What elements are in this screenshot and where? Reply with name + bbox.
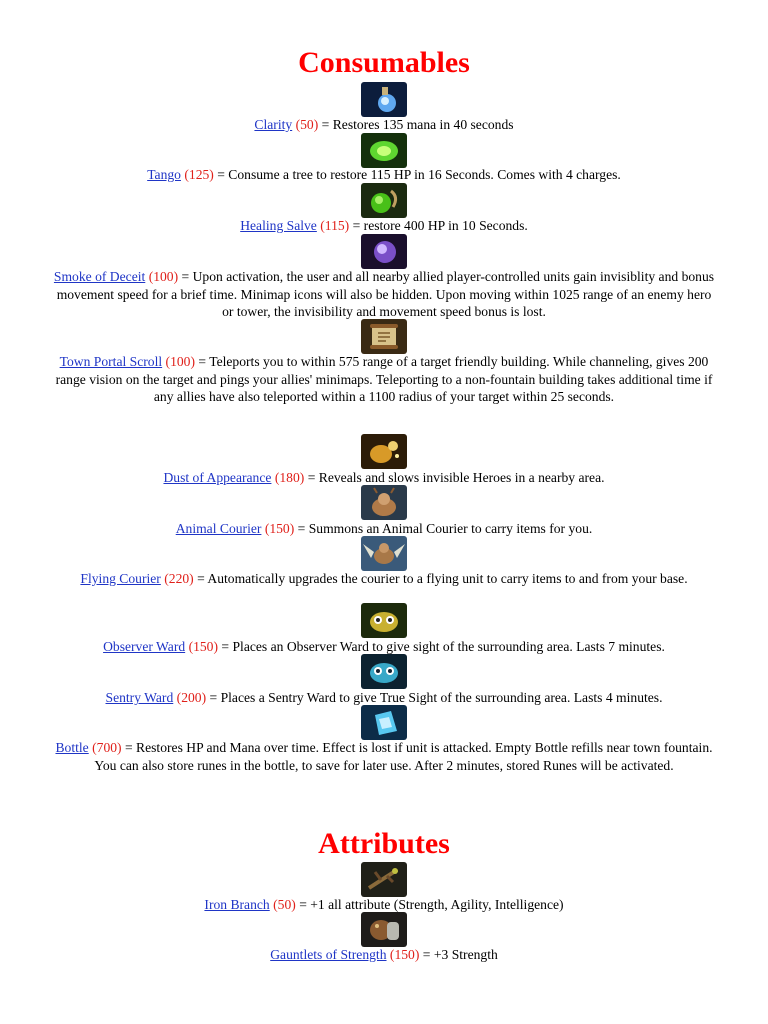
item-cost: (700) bbox=[92, 740, 122, 755]
item-link-animal-courier[interactable]: Animal Courier bbox=[175, 521, 262, 536]
iron-branch-icon bbox=[361, 862, 407, 897]
item-effect: = Teleports you to within 575 range of a target friendly building. While channeling, gives 200 range vision on the target and pings your allies' minimaps. Teleporting to a non-fountain building takes additional time if any allies have also teleported within a 1100 radius of your target within 25 seconds. bbox=[55, 354, 713, 405]
item-cost: (100) bbox=[165, 354, 195, 369]
item-link-dust-of-appearance[interactable]: Dust of Appearance bbox=[163, 470, 272, 485]
item-link-smoke-of-deceit[interactable]: Smoke of Deceit bbox=[53, 269, 146, 284]
item-link-healing-salve[interactable]: Healing Salve bbox=[240, 218, 317, 233]
item-effect: = Automatically upgrades the courier to a flying unit to carry items to and from your base. bbox=[193, 571, 688, 586]
town-portal-scroll-icon bbox=[361, 319, 407, 354]
item-link-tango[interactable]: Tango bbox=[147, 167, 181, 182]
item-cost: (220) bbox=[164, 571, 194, 586]
item-cost: (150) bbox=[188, 639, 219, 654]
item-description bbox=[52, 689, 716, 707]
item-description bbox=[52, 353, 716, 406]
item-effect: = Reveals and slows invisible Heroes in a nearby area. bbox=[304, 470, 605, 485]
item-cost: (150) bbox=[264, 521, 295, 536]
item-cost: (150) bbox=[389, 947, 420, 962]
item-effect: = +1 all attribute (Strength, Agility, Intelligence) bbox=[295, 897, 564, 912]
item-effect: = Places a Sentry Ward to give True Sight of the surrounding area. Lasts 4 minutes. bbox=[206, 690, 663, 705]
item-cost: (50) bbox=[273, 897, 296, 912]
item-link-sentry-ward[interactable]: Sentry Ward bbox=[105, 690, 174, 705]
item-description bbox=[52, 896, 716, 914]
item-effect: = Upon activation, the user and all nearby allied player-controlled units gain invisiblity and bonus movement speed for a brief time. Minimap icons will also be hidden. Upon moving within 1025 range of an enemy hero or tower, the invisibility and movement speed bonus is lost. bbox=[56, 269, 715, 320]
section-heading-attributes: Attributes bbox=[318, 827, 450, 860]
item-description bbox=[52, 166, 716, 184]
item-link-observer-ward[interactable]: Observer Ward bbox=[103, 639, 186, 654]
tango-icon bbox=[361, 133, 407, 168]
dust-of-appearance-icon bbox=[361, 434, 407, 469]
item-effect: = Restores 135 mana in 40 seconds bbox=[318, 117, 514, 132]
item-link-iron-branch[interactable]: Iron Branch bbox=[204, 897, 270, 912]
flying-courier-icon bbox=[361, 536, 407, 571]
item-effect: = Restores HP and Mana over time. Effect is lost if unit is attacked. Empty Bottle refills near town fountain. You can also store runes in the bottle, to save for later use. After 2 minutes, stored Runes will be activated. bbox=[94, 740, 713, 773]
gauntlets-of-strength-icon bbox=[361, 912, 407, 947]
item-description bbox=[52, 638, 716, 656]
item-description bbox=[52, 469, 716, 487]
animal-courier-icon bbox=[361, 485, 407, 520]
smoke-of-deceit-icon bbox=[361, 234, 407, 269]
item-link-town-portal-scroll[interactable]: Town Portal Scroll bbox=[59, 354, 163, 369]
item-link-gauntlets-of-strength[interactable]: Gauntlets of Strength bbox=[270, 947, 387, 962]
section-heading-consumables: Consumables bbox=[298, 46, 470, 79]
item-description bbox=[52, 739, 716, 774]
item-effect: = Consume a tree to restore 115 HP in 16 Seconds. Comes with 4 charges. bbox=[213, 167, 621, 182]
item-cost: (100) bbox=[148, 269, 179, 284]
item-cost: (200) bbox=[176, 690, 207, 705]
item-description bbox=[52, 268, 716, 321]
item-cost: (180) bbox=[274, 470, 305, 485]
clarity-potion-icon bbox=[361, 82, 407, 117]
item-effect: = Summons an Animal Courier to carry items for you. bbox=[294, 521, 593, 536]
sentry-ward-icon bbox=[361, 654, 407, 689]
item-link-clarity[interactable]: Clarity bbox=[254, 117, 293, 132]
item-description bbox=[52, 520, 716, 538]
item-cost: (50) bbox=[295, 117, 319, 132]
item-description bbox=[52, 570, 716, 588]
item-description bbox=[52, 946, 716, 964]
item-link-flying-courier[interactable]: Flying Courier bbox=[80, 571, 161, 586]
healing-salve-icon bbox=[361, 183, 407, 218]
item-effect: = restore 400 HP in 10 Seconds. bbox=[349, 218, 528, 233]
item-effect: = +3 Strength bbox=[419, 947, 498, 962]
item-link-bottle[interactable]: Bottle bbox=[55, 740, 89, 755]
item-description bbox=[52, 116, 716, 134]
item-effect: = Places an Observer Ward to give sight of the surrounding area. Lasts 7 minutes. bbox=[218, 639, 665, 654]
item-cost: (125) bbox=[184, 167, 214, 182]
bottle-icon bbox=[361, 705, 407, 740]
item-cost: (115) bbox=[320, 218, 350, 233]
observer-ward-icon bbox=[361, 603, 407, 638]
item-description bbox=[52, 217, 716, 235]
